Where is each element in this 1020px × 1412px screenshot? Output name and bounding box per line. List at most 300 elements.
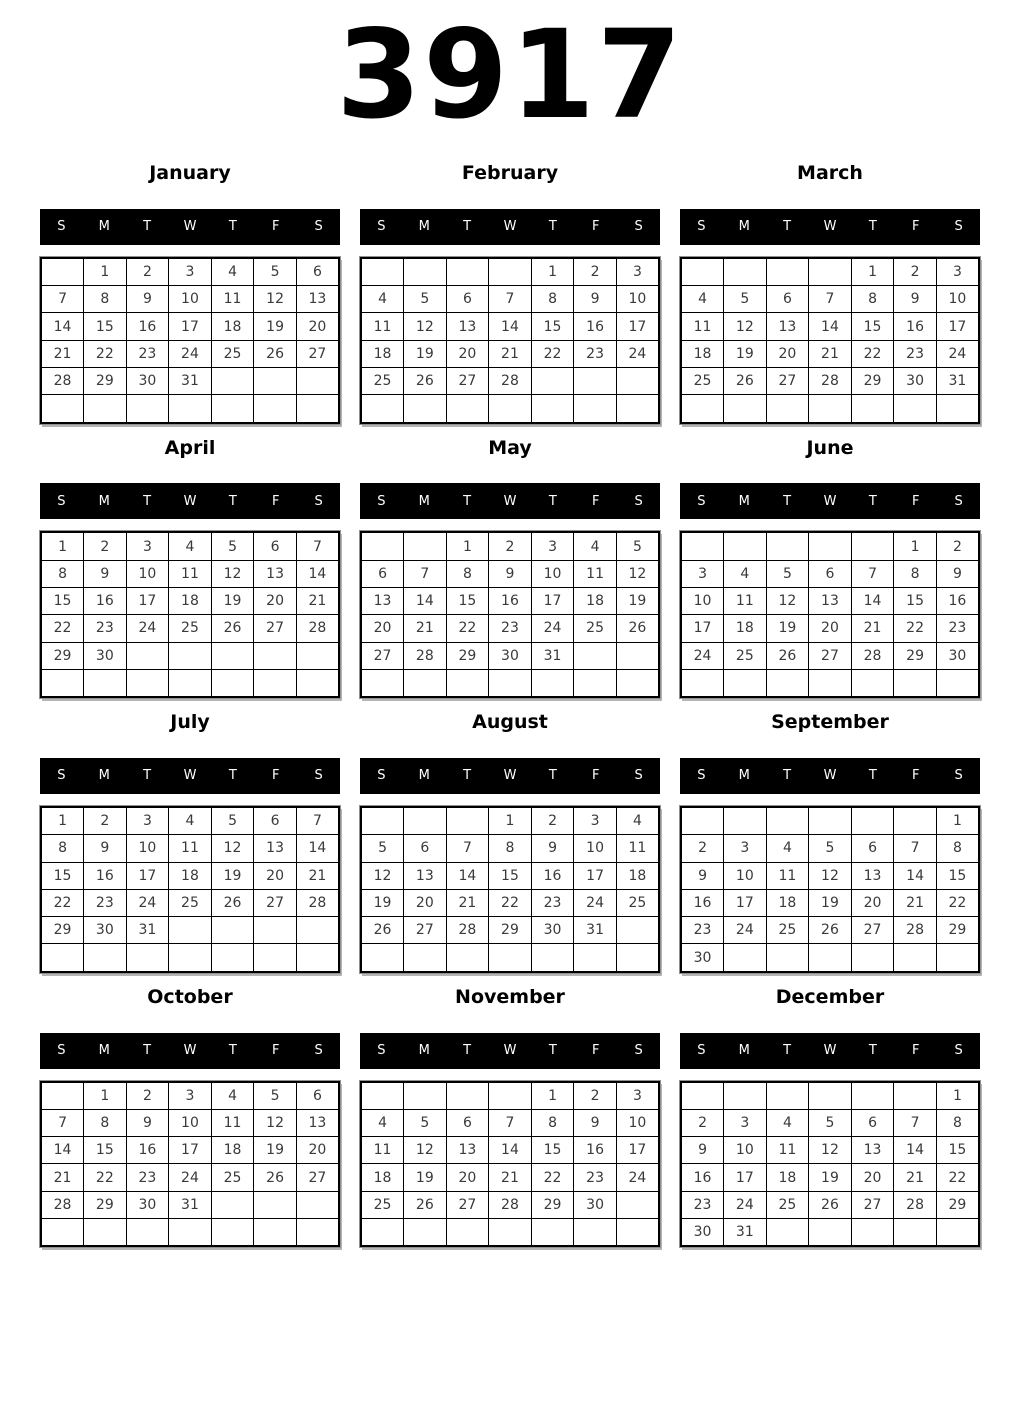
day-cell: 17 <box>616 313 659 340</box>
day-cell: 9 <box>574 1109 617 1136</box>
day-cell: 6 <box>446 1109 489 1136</box>
day-cell: 14 <box>489 313 532 340</box>
empty-day-cell <box>169 395 212 423</box>
empty-day-cell <box>851 1082 894 1110</box>
day-cell: 28 <box>809 367 852 394</box>
day-cell: 26 <box>254 1164 297 1191</box>
empty-day-cell <box>851 669 894 697</box>
weekday-label: S <box>57 493 66 509</box>
day-cell: 19 <box>211 862 254 889</box>
week-row <box>681 313 979 340</box>
day-cell: 16 <box>574 1137 617 1164</box>
day-cell: 25 <box>616 889 659 916</box>
day-cell: 29 <box>531 1191 574 1218</box>
day-cell: 2 <box>84 532 127 560</box>
day-cell: 26 <box>766 642 809 669</box>
empty-day-cell <box>616 395 659 423</box>
day-cell: 5 <box>809 1109 852 1136</box>
weekday-label: S <box>314 768 323 784</box>
empty-day-cell <box>296 395 339 423</box>
day-cell: 5 <box>724 286 767 313</box>
week-row <box>41 669 339 697</box>
weekday-label: S <box>314 1043 323 1059</box>
weekday-label: S <box>57 1043 66 1059</box>
day-cell: 6 <box>851 1109 894 1136</box>
day-cell: 9 <box>84 560 127 587</box>
week-row <box>681 1137 979 1164</box>
day-cell: 4 <box>169 532 212 560</box>
weekday-label: S <box>634 493 643 509</box>
weekday-label: S <box>314 493 323 509</box>
day-cell: 30 <box>574 1191 617 1218</box>
empty-day-cell <box>616 917 659 944</box>
day-cell: 16 <box>531 862 574 889</box>
day-cell: 23 <box>681 917 724 944</box>
day-cell: 20 <box>254 862 297 889</box>
weekday-label: M <box>418 493 430 509</box>
empty-day-cell <box>254 669 297 697</box>
weekday-label: T <box>228 493 237 509</box>
day-cell: 5 <box>809 835 852 862</box>
empty-day-cell <box>616 669 659 697</box>
day-cell: 4 <box>169 807 212 835</box>
day-cell: 14 <box>41 313 84 340</box>
weekday-label: S <box>954 768 963 784</box>
day-cell: 2 <box>681 835 724 862</box>
day-cell: 9 <box>574 286 617 313</box>
day-cell: 3 <box>936 258 979 286</box>
day-cell: 2 <box>84 807 127 835</box>
weekday-label: T <box>228 768 237 784</box>
day-cell: 23 <box>84 889 127 916</box>
weekday-label: F <box>591 1043 600 1059</box>
day-cell: 4 <box>211 258 254 286</box>
year-title: 3917 <box>336 4 684 146</box>
empty-day-cell <box>446 807 489 835</box>
empty-day-cell <box>211 917 254 944</box>
weekday-label: T <box>783 493 792 509</box>
day-cell: 26 <box>361 917 404 944</box>
weekday-label: S <box>57 219 66 235</box>
day-cell: 30 <box>126 1191 169 1218</box>
day-cell: 12 <box>809 862 852 889</box>
weekday-label: T <box>548 1043 557 1059</box>
day-cell: 30 <box>681 944 724 972</box>
day-cell: 18 <box>361 340 404 367</box>
week-row <box>361 1109 659 1136</box>
day-cell: 22 <box>489 889 532 916</box>
empty-day-cell <box>809 669 852 697</box>
day-cell: 27 <box>766 367 809 394</box>
weekday-label: M <box>418 768 430 784</box>
day-cell: 24 <box>616 1164 659 1191</box>
empty-day-cell <box>766 1082 809 1110</box>
day-cell: 31 <box>574 917 617 944</box>
week-row <box>361 587 659 614</box>
day-cell: 19 <box>254 1137 297 1164</box>
day-cell: 14 <box>296 560 339 587</box>
day-cell: 6 <box>254 532 297 560</box>
empty-day-cell <box>446 258 489 286</box>
empty-day-cell <box>404 1219 447 1247</box>
day-cell: 29 <box>41 917 84 944</box>
day-cell: 24 <box>616 340 659 367</box>
day-cell: 22 <box>84 1164 127 1191</box>
week-row <box>41 395 339 423</box>
day-cell: 23 <box>126 1164 169 1191</box>
week-row <box>681 1082 979 1110</box>
day-cell: 15 <box>41 862 84 889</box>
day-cell: 2 <box>681 1109 724 1136</box>
day-cell: 1 <box>41 532 84 560</box>
week-row <box>41 286 339 313</box>
weekday-label: S <box>697 493 706 509</box>
empty-day-cell <box>574 642 617 669</box>
day-cell: 5 <box>254 1082 297 1110</box>
day-cell: 25 <box>766 917 809 944</box>
weekday-label: M <box>98 493 110 509</box>
day-cell: 22 <box>894 615 937 642</box>
empty-day-cell <box>211 944 254 972</box>
empty-day-cell <box>724 258 767 286</box>
day-cell: 19 <box>254 313 297 340</box>
day-cell: 25 <box>169 889 212 916</box>
day-cell: 11 <box>169 835 212 862</box>
day-cell: 17 <box>169 313 212 340</box>
day-cell: 4 <box>766 835 809 862</box>
empty-day-cell <box>41 1219 84 1247</box>
day-cell: 24 <box>574 889 617 916</box>
day-cell: 20 <box>446 340 489 367</box>
empty-day-cell <box>574 944 617 972</box>
empty-day-cell <box>809 1219 852 1247</box>
weekday-label: T <box>463 768 472 784</box>
day-cell: 2 <box>126 258 169 286</box>
day-cell: 27 <box>446 367 489 394</box>
day-cell: 11 <box>211 1109 254 1136</box>
empty-day-cell <box>446 669 489 697</box>
weekday-label: W <box>183 768 197 784</box>
empty-day-cell <box>531 1219 574 1247</box>
weekday-label: M <box>738 219 750 235</box>
day-cell: 7 <box>851 560 894 587</box>
empty-day-cell <box>531 367 574 394</box>
weekday-label: S <box>634 768 643 784</box>
day-cell: 25 <box>361 367 404 394</box>
week-row <box>361 286 659 313</box>
day-cell: 7 <box>41 1109 84 1136</box>
day-cell: 11 <box>616 835 659 862</box>
day-cell: 13 <box>404 862 447 889</box>
day-cell: 23 <box>894 340 937 367</box>
day-cell: 19 <box>404 1164 447 1191</box>
day-cell: 18 <box>724 615 767 642</box>
weekday-label: W <box>503 768 517 784</box>
day-cell: 9 <box>681 862 724 889</box>
day-cell: 23 <box>936 615 979 642</box>
month-day-grid <box>680 257 980 424</box>
calendar-grid <box>40 162 980 1247</box>
day-cell: 24 <box>936 340 979 367</box>
empty-day-cell <box>894 807 937 835</box>
day-cell: 29 <box>851 367 894 394</box>
day-cell: 19 <box>766 615 809 642</box>
day-cell: 18 <box>574 587 617 614</box>
month-day-grid <box>360 531 660 698</box>
day-cell: 11 <box>766 1137 809 1164</box>
weekday-label: T <box>463 1043 472 1059</box>
weekday-header-row <box>680 1033 980 1069</box>
day-cell: 11 <box>169 560 212 587</box>
day-cell: 24 <box>531 615 574 642</box>
weekday-label: W <box>503 1043 517 1059</box>
week-row <box>361 835 659 862</box>
week-row <box>41 1219 339 1247</box>
weekday-label: S <box>697 219 706 235</box>
day-cell: 31 <box>169 367 212 394</box>
day-cell: 20 <box>404 889 447 916</box>
day-cell: 11 <box>574 560 617 587</box>
day-cell: 6 <box>296 258 339 286</box>
day-cell: 15 <box>446 587 489 614</box>
week-row <box>41 642 339 669</box>
day-cell: 23 <box>681 1191 724 1218</box>
week-row <box>681 286 979 313</box>
day-cell: 28 <box>296 615 339 642</box>
empty-day-cell <box>41 1082 84 1110</box>
day-cell: 23 <box>126 340 169 367</box>
weekday-label: M <box>738 1043 750 1059</box>
weekday-label: F <box>591 219 600 235</box>
weekday-label: W <box>503 493 517 509</box>
day-cell: 25 <box>574 615 617 642</box>
empty-day-cell <box>681 532 724 560</box>
week-row <box>681 532 979 560</box>
empty-day-cell <box>766 395 809 423</box>
day-cell: 12 <box>361 862 404 889</box>
weekday-label: S <box>954 493 963 509</box>
week-row <box>681 587 979 614</box>
day-cell: 20 <box>296 313 339 340</box>
weekday-header-row <box>360 209 660 245</box>
day-cell: 11 <box>361 1137 404 1164</box>
day-cell: 19 <box>361 889 404 916</box>
empty-day-cell <box>169 669 212 697</box>
day-cell: 11 <box>681 313 724 340</box>
day-cell: 10 <box>616 286 659 313</box>
empty-day-cell <box>574 1219 617 1247</box>
week-row <box>361 917 659 944</box>
day-cell: 9 <box>894 286 937 313</box>
day-cell: 21 <box>404 615 447 642</box>
day-cell: 29 <box>936 1191 979 1218</box>
empty-day-cell <box>211 1191 254 1218</box>
week-row <box>681 862 979 889</box>
weekday-label: M <box>418 219 430 235</box>
empty-day-cell <box>766 669 809 697</box>
empty-day-cell <box>616 642 659 669</box>
day-cell: 16 <box>489 587 532 614</box>
week-row <box>361 862 659 889</box>
day-cell: 15 <box>936 1137 979 1164</box>
empty-day-cell <box>296 669 339 697</box>
day-cell: 25 <box>211 340 254 367</box>
empty-day-cell <box>404 807 447 835</box>
day-cell: 7 <box>489 286 532 313</box>
day-cell: 13 <box>296 286 339 313</box>
empty-day-cell <box>894 669 937 697</box>
weekday-label: T <box>143 1043 152 1059</box>
week-row <box>361 669 659 697</box>
empty-day-cell <box>851 532 894 560</box>
day-cell: 18 <box>361 1164 404 1191</box>
day-cell: 20 <box>851 889 894 916</box>
weekday-label: T <box>783 219 792 235</box>
day-cell: 3 <box>126 532 169 560</box>
day-cell: 21 <box>41 1164 84 1191</box>
week-row <box>41 1137 339 1164</box>
empty-day-cell <box>851 944 894 972</box>
day-cell: 24 <box>681 642 724 669</box>
day-cell: 7 <box>41 286 84 313</box>
week-row <box>361 642 659 669</box>
week-row <box>361 1137 659 1164</box>
day-cell: 5 <box>766 560 809 587</box>
day-cell: 10 <box>169 1109 212 1136</box>
empty-day-cell <box>254 917 297 944</box>
day-cell: 22 <box>446 615 489 642</box>
day-cell: 30 <box>126 367 169 394</box>
empty-day-cell <box>211 395 254 423</box>
empty-day-cell <box>936 395 979 423</box>
empty-day-cell <box>681 258 724 286</box>
day-cell: 11 <box>766 862 809 889</box>
weekday-label: W <box>503 219 517 235</box>
month-day-grid <box>40 531 340 698</box>
empty-day-cell <box>724 532 767 560</box>
day-cell: 16 <box>84 587 127 614</box>
day-cell: 17 <box>724 889 767 916</box>
week-row <box>361 1219 659 1247</box>
month-title: April <box>164 436 216 459</box>
empty-day-cell <box>489 395 532 423</box>
day-cell: 9 <box>126 1109 169 1136</box>
day-cell: 19 <box>211 587 254 614</box>
week-row <box>41 367 339 394</box>
day-cell: 15 <box>531 313 574 340</box>
day-cell: 10 <box>681 587 724 614</box>
day-cell: 18 <box>211 1137 254 1164</box>
week-row <box>361 944 659 972</box>
day-cell: 8 <box>446 560 489 587</box>
day-cell: 30 <box>84 642 127 669</box>
day-cell: 3 <box>724 1109 767 1136</box>
weekday-label: F <box>911 493 920 509</box>
empty-day-cell <box>361 944 404 972</box>
day-cell: 28 <box>489 367 532 394</box>
empty-day-cell <box>254 1191 297 1218</box>
day-cell: 27 <box>404 917 447 944</box>
day-cell: 5 <box>211 807 254 835</box>
day-cell: 6 <box>766 286 809 313</box>
day-cell: 2 <box>574 258 617 286</box>
day-cell: 8 <box>41 560 84 587</box>
weekday-label: S <box>634 1043 643 1059</box>
day-cell: 13 <box>851 862 894 889</box>
weekday-label: W <box>183 493 197 509</box>
day-cell: 28 <box>894 1191 937 1218</box>
week-row <box>361 1082 659 1110</box>
week-row <box>681 917 979 944</box>
day-cell: 12 <box>404 313 447 340</box>
day-cell: 15 <box>531 1137 574 1164</box>
day-cell: 10 <box>126 560 169 587</box>
day-cell: 30 <box>681 1219 724 1247</box>
month-block <box>680 711 980 973</box>
day-cell: 4 <box>724 560 767 587</box>
empty-day-cell <box>254 395 297 423</box>
month-block <box>40 162 340 424</box>
day-cell: 7 <box>809 286 852 313</box>
empty-day-cell <box>489 669 532 697</box>
empty-day-cell <box>531 395 574 423</box>
empty-day-cell <box>254 367 297 394</box>
week-row <box>681 560 979 587</box>
month-day-grid <box>680 806 980 973</box>
day-cell: 12 <box>809 1137 852 1164</box>
weekday-label: F <box>271 219 280 235</box>
empty-day-cell <box>681 1082 724 1110</box>
day-cell: 18 <box>766 1164 809 1191</box>
weekday-label: T <box>228 1043 237 1059</box>
week-row <box>681 1109 979 1136</box>
month-title: July <box>170 711 210 734</box>
day-cell: 8 <box>84 286 127 313</box>
empty-day-cell <box>894 395 937 423</box>
day-cell: 1 <box>84 1082 127 1110</box>
weekday-label: F <box>591 768 600 784</box>
week-row <box>41 313 339 340</box>
empty-day-cell <box>296 944 339 972</box>
month-title: December <box>775 985 885 1008</box>
day-cell: 21 <box>894 889 937 916</box>
empty-day-cell <box>446 1082 489 1110</box>
empty-day-cell <box>84 1219 127 1247</box>
empty-day-cell <box>531 944 574 972</box>
day-cell: 12 <box>766 587 809 614</box>
day-cell: 10 <box>616 1109 659 1136</box>
empty-day-cell <box>404 532 447 560</box>
month-day-grid <box>360 257 660 424</box>
day-cell: 17 <box>574 862 617 889</box>
day-cell: 14 <box>296 835 339 862</box>
week-row <box>361 367 659 394</box>
day-cell: 21 <box>809 340 852 367</box>
month-day-grid <box>680 1081 980 1248</box>
empty-day-cell <box>404 395 447 423</box>
day-cell: 6 <box>446 286 489 313</box>
day-cell: 25 <box>211 1164 254 1191</box>
empty-day-cell <box>681 395 724 423</box>
weekday-header-row <box>40 483 340 519</box>
day-cell: 22 <box>41 615 84 642</box>
weekday-label: M <box>98 1043 110 1059</box>
empty-day-cell <box>936 669 979 697</box>
weekday-header-row <box>40 209 340 245</box>
day-cell: 1 <box>531 258 574 286</box>
day-cell: 12 <box>616 560 659 587</box>
week-row <box>681 1164 979 1191</box>
